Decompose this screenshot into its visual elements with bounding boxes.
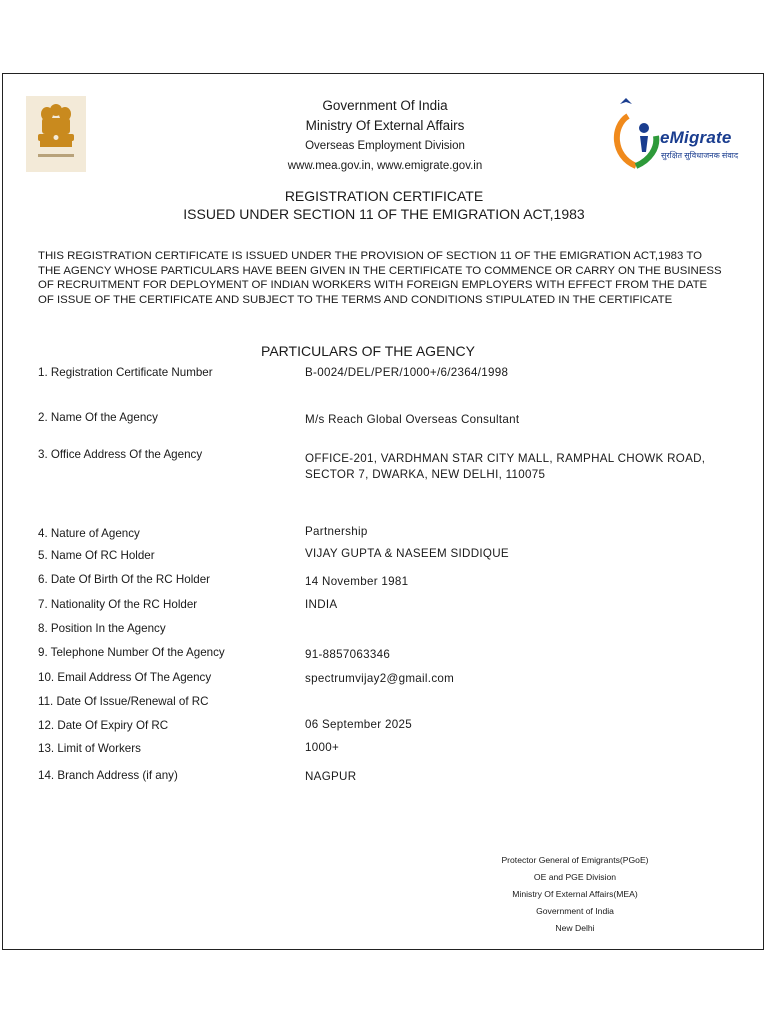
- row-value-email: spectrumvijay2@gmail.com: [305, 672, 455, 685]
- row-value-expiry-date: 06 September 2025: [305, 718, 412, 731]
- national-emblem-icon: [26, 96, 86, 172]
- row-label-branch-address: 14. Branch Address (if any): [38, 769, 178, 782]
- row-label-rc-holder: 5. Name Of RC Holder: [38, 549, 155, 562]
- row-value-rc-number: B-0024/DEL/PER/1000+/6/2364/1998: [305, 366, 509, 379]
- header-government: Government Of India: [322, 98, 448, 113]
- row-label-nature: 4. Nature of Agency: [38, 527, 140, 540]
- emigrate-brand: eMigrate: [660, 128, 732, 147]
- row-value-dob: 14 November 1981: [305, 575, 409, 588]
- signatory-title: Protector General of Emigrants(PGoE): [501, 855, 649, 865]
- row-value-worker-limit: 1000+: [305, 741, 340, 754]
- certificate-subtitle: ISSUED UNDER SECTION 11 OF THE EMIGRATION ACT,1983: [183, 206, 585, 222]
- row-value-telephone: 91-8857063346: [305, 648, 391, 661]
- header-ministry: Ministry Of External Affairs: [305, 118, 465, 133]
- row-label-expiry-date: 12. Date Of Expiry Of RC: [38, 719, 169, 732]
- row-label-email: 10. Email Address Of The Agency: [38, 671, 212, 684]
- signatory-division: OE and PGE Division: [533, 872, 617, 882]
- row-label-agency-name: 2. Name Of the Agency: [38, 411, 158, 424]
- row-label-worker-limit: 13. Limit of Workers: [38, 742, 141, 755]
- row-value-nationality: INDIA: [305, 598, 338, 611]
- row-label-position: 8. Position In the Agency: [38, 622, 166, 635]
- intro-paragraph: THIS REGISTRATION CERTIFICATE IS ISSUED UNDER THE PROVISION OF SECTION 11 OF THE EMIGRATION ACT,1983 TO THE AGENCY WHOSE PARTICULARS HAVE BEEN GIVEN IN THE CERTIFICATE TO COMMENCE OR CARRY ON THE BUSINESS OF RECRUITMENT FOR DEPLOYMENT OF INDIAN WORKERS WITH FOREIGN EMPLOYERS WITH EFFECT FROM THE DATE OF ISSUE OF THE CERTIFICATE AND SUBJECT TO THE TERMS AND CONDITIONS STIPULATED IN THE CERTIFICATE: [38, 250, 722, 306]
- row-value-office-address: OFFICE-201, VARDHMAN STAR CITY MALL, RAMPHAL CHOWK ROAD, SECTOR 7, DWARKA, NEW DELHI, 110075: [305, 452, 706, 481]
- row-label-rc-number: 1. Registration Certificate Number: [38, 366, 213, 379]
- row-label-telephone: 9. Telephone Number Of the Agency: [38, 646, 225, 659]
- certificate-title: REGISTRATION CERTIFICATE: [284, 188, 484, 204]
- row-label-issue-date: 11. Date Of Issue/Renewal of RC: [38, 695, 209, 708]
- row-value-agency-name: M/s Reach Global Overseas Consultant: [305, 413, 520, 426]
- row-value-nature: Partnership: [305, 525, 368, 538]
- certificate-border: [2, 73, 764, 950]
- row-value-rc-holder: VIJAY GUPTA & NASEEM SIDDIQUE: [305, 547, 509, 560]
- signatory-city: New Delhi: [555, 923, 595, 933]
- signatory-ministry: Ministry Of External Affairs(MEA): [512, 889, 638, 899]
- row-label-office-address: 3. Office Address Of the Agency: [38, 448, 203, 461]
- row-label-dob: 6. Date Of Birth Of the RC Holder: [38, 573, 211, 586]
- issuing-authority: [250, 96, 520, 176]
- section-title: PARTICULARS OF THE AGENCY: [261, 343, 475, 359]
- emigrate-tagline: सुरक्षित सुविधाजनक संवाद: [661, 151, 739, 160]
- header-websites: www.mea.gov.in, www.emigrate.gov.in: [287, 160, 483, 172]
- row-value-branch-address: NAGPUR: [305, 770, 357, 783]
- row-label-nationality: 7. Nationality Of the RC Holder: [38, 598, 198, 611]
- header-division: Overseas Employment Division: [305, 140, 465, 152]
- signatory-government: Government of India: [536, 906, 614, 916]
